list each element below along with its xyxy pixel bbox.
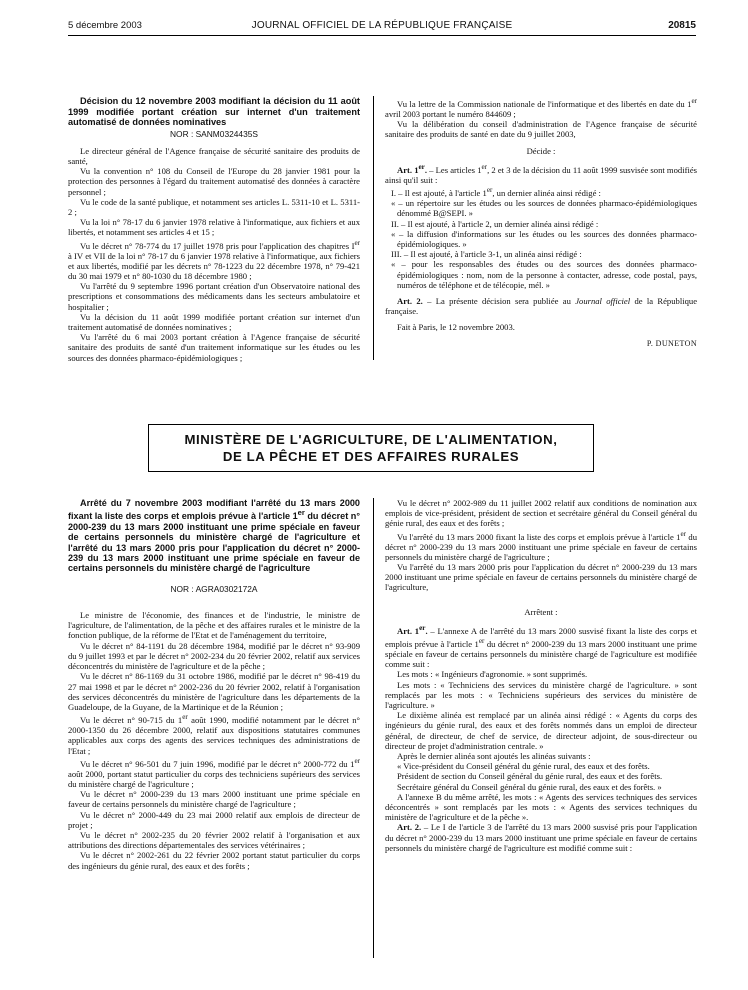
paragraph: Secrétaire général du Conseil général du génie rural, des eaux et des forêts. » [397,781,662,792]
paragraph: II. – Il est ajouté, à l'article 2, un dernier alinéa ainsi rédigé : [391,218,599,229]
paragraph: Vu le décret n° 2002-235 du 20 février 2002 relatif à l'organisation et aux attributions des directions départementales des services vétérinaires ; [68,830,360,851]
paragraph: « Vice-président du Conseil général du génie rural, des eaux et des forêts. [397,761,650,772]
header-page-number: 20815 [668,20,696,31]
paragraph: Art. 2. – Le I de l'article 3 de l'arrêté du 13 mars 2000 susvisé pris pour l'application du décret n° 2000-239 du 13 mars 2000 instituant une prime spéciale en faveur de certains personnels du ministère chargé de l'agriculture est modifié comme suit : [385,822,697,853]
paragraph: III. – Il est ajouté, à l'article 3-1, un alinéa ainsi rédigé : [391,249,582,260]
arrete-right-column [385,498,697,853]
paragraph: Vu le décret n° 2000-239 du 13 mars 2000 instituant une prime spéciale en faveur de certains personnels du ministère chargé de l'agriculture ; [68,789,360,810]
paragraph: Après le dernier alinéa sont ajoutés les alinéas suivants : [397,751,591,762]
paragraph: Vu l'arrêté du 6 mai 2003 portant création à l'Agence française de sécurité sanitaire des produits de santé d'un traitement informatique sur les études ou les sources des données pharmaco-épidémiologiques ; [68,332,360,363]
page-header [68,20,696,34]
decision-article-2: Art. 2. – La présente décision sera publiée au Journal officiel de la République française. [385,296,698,317]
paragraph: Vu la loi n° 78-17 du 6 janvier 1978 relative à l'informatique, aux fichiers et aux libertés, et notamment ses articles 4 et 15 ; [68,217,360,238]
arrete-right-paragraphs [385,498,697,593]
paragraph: Vu la décision du 11 août 1999 modifiée portant création sur internet d'un traitement automatisé de données nominatives ; [68,311,360,333]
paragraph: Président de section du Conseil général du génie rural, des eaux et des forêts. [397,771,663,782]
paragraph: Vu le décret n° 2002-989 du 11 juillet 2002 relatif aux conditions de nomination aux emplois de vice-président, président de section et secrétaire général du Conseil général du génie rural, des eaux et des forêts ; [385,498,697,529]
paragraph: Les mots : « Techniciens des services du ministère chargé de l'agriculture. » sont remplacés par les mots : « Techniciens supérieurs des services du ministère de l'agriculture. » [385,679,697,711]
header-date: 5 décembre 2003 [68,20,142,31]
paragraph: Vu l'arrêté du 13 mars 2000 pris pour l'application du décret n° 2000-239 du 13 mars 2000 instituant une prime spéciale en faveur de certains personnels du ministère chargé de l'agriculture, [385,562,697,593]
paragraph: « – la diffusion d'informations sur les études ou les sources des données pharmaco-épidémiologiques. » [391,228,697,250]
decision-decide: Décide : [526,145,556,156]
decision-left-column [68,96,360,363]
decision-items [385,185,697,290]
header-journal-title: JOURNAL OFFICIEL DE LA RÉPUBLIQUE FRANÇAISE [251,20,513,31]
decision-nor: NOR : SANM0324435S [170,128,258,139]
arrete-left-column [68,498,360,871]
paragraph: Vu le décret n° 86-1169 du 31 octobre 1986, modifié par le décret n° 98-419 du 27 mai 1998 et par le décret n° 2002-236 du 20 février 2002, relatif à l'organisation des services déconcentrés du ministère de l'agriculture dans les départements de la Guadeloupe, de la Guyane, de la Martinique et de la Réunion ; [68,671,360,712]
arrete-arretent: Arrêtent : [524,606,558,617]
decision-title: Décision du 12 novembre 2003 modifiant la décision du 11 août 1999 modifiée portant création sur internet d'un traitement automatisé de données nominatives [68,96,360,127]
ministry-line-2: DE LA PÊCHE ET DES AFFAIRES RURALES [222,449,520,464]
paragraph: Vu le décret n° 90-715 du 1er août 1990, modifié notamment par le décret n° 2000-1350 du 26 décembre 2000, relatif aux dispositions statutaires communes applicables aux corps des agents des services techniques des administrations de l'Etat ; [68,713,360,756]
ministry-line-1: MINISTÈRE DE L'AGRICULTURE, DE L'ALIMENTATION, [184,432,558,447]
decision-right-column [385,96,697,349]
paragraph: Vu le décret n° 78-774 du 17 juillet 1978 pris pour l'application des chapitres Ier à IV et VII de la loi n° 78-17 du 6 janvier 1978 relative à l'informatique, aux fichiers et aux libertés, modifié par les décrets n° 78-1223 du 22 décembre 1978, n° 79-421 du 30 mai 1979 et n° 80-1030 du 18 décembre 1980 ; [68,238,360,281]
decision-article-1: Art. 1er. – Les articles 1er, 2 et 3 de la décision du 11 août 1999 susvisée sont modifiés ainsi qu'il suit : [385,162,697,185]
paragraph: Les mots : « Ingénieurs d'agronomie. » sont supprimés. [397,669,588,680]
paragraph: Le directeur général de l'Agence française de sécurité sanitaire des produits de santé, [68,145,360,166]
paragraph: Vu la lettre de la Commission nationale de l'informatique et des libertés en date du 1er avril 2003 portant le numéro 844609 ; [385,97,697,120]
paragraph: Le dixième alinéa est remplacé par un alinéa ainsi rédigé : « Agents du corps des ingénieurs du génie rural, des eaux et des forêts nommés dans un emploi de directeur général, de directeur, de chef de service, de directeur adjoint, de sous-directeur ou directeur de projet d'administration centrale. » [385,710,697,751]
decision-left-paragraphs [68,146,360,363]
paragraph: Vu le décret n° 84-1191 du 28 décembre 1984, modifié par le décret n° 93-909 du 9 juillet 1993 et par le décret n° 2002-234 du 20 février 2002, relatif aux services déconcentrés du ministère de l'agriculture et de la pêche ; [68,640,360,672]
paragraph: Vu le code de la santé publique, et notamment ses articles L. 5311-10 et L. 5311-2 ; [68,196,360,217]
paragraph: Vu la délibération du conseil d'administration de l'Agence française de sécurité sanitaire des produits de santé en date du 9 juillet 2003, [385,119,697,140]
arrete-title: Arrêté du 7 novembre 2003 modifiant l'arrêté du 13 mars 2000 fixant la liste des corps et emplois prévue à l'article 1er du décret n° 2000-239 du 13 mars 2000 instituant une prime spéciale en faveur de certains personnels du ministère chargé de l'agriculture et l'arrêté du 13 mars 2000 pris pour l'application du décret n° 2000-239 du 13 mars 2000 instituant une prime spéciale en faveur de certains personnels du ministère chargé de l'agriculture [68,498,360,574]
paragraph: Vu le décret n° 2000-449 du 23 mai 2000 relatif aux emplois de directeur de projet ; [68,809,360,830]
arrete-left-paragraphs [68,610,360,871]
paragraph: Vu l'arrêté du 9 septembre 1996 portant création d'un Observatoire national des prescriptions et consommations des médicaments dans les secteurs ambulatoire et hospitalier ; [68,281,360,312]
paragraph: Vu l'arrêté du 13 mars 2000 fixant la liste des corps et emplois prévue à l'article 1er du décret n° 2000-239 du 13 mars 2000 instituant une prime spéciale en faveur de certains personnels du ministère chargé de l'agriculture ; [385,529,697,562]
ministry-banner [148,424,594,472]
paragraph: A l'annexe B du même arrêté, les mots : « Agents des services techniques des services déconcentrés » sont remplacés par les mots : « Agents des services techniques du ministère de l'agriculture et de la pêche ». [385,791,697,823]
arrete-body [385,623,697,853]
decision-signature: P. DUNETON [646,338,697,348]
paragraph: Art. 1er. – L'annexe A de l'arrêté du 13 mars 2000 susvisé fixant la liste des corps et emplois prévue à l'article 1er du décret n° 2000-239 du 13 mars 2000 instituant une prime spéciale en faveur de certains personnels du ministère chargé de l'agriculture est modifiée comme suit : [385,623,697,670]
arrete-nor: NOR : AGRA0302172A [170,583,258,594]
column-divider-bottom [373,498,374,958]
paragraph: I. – Il est ajouté, à l'article 1er, un dernier alinéa ainsi rédigé : [391,186,601,198]
paragraph: Vu le décret n° 2002-261 du 22 février 2002 portant statut particulier du corps des ingénieurs du génie rural, des eaux et des forêts ; [68,850,360,871]
column-divider-top [373,96,374,360]
paragraph: Vu le décret n° 96-501 du 7 juin 1996, modifié par le décret n° 2000-772 du 1er août 2000, portant statut particulier du corps des techniciens supérieurs des services du ministère chargé de l'agriculture ; [68,756,360,790]
paragraph: « – un répertoire sur les études ou les sources de données pharmaco-épidémiologiques dénommé B@SEPI. » [391,198,697,219]
decision-done: Fait à Paris, le 12 novembre 2003. [397,322,515,333]
paragraph: Vu la convention n° 108 du Conseil de l'Europe du 28 janvier 1981 pour la protection des personnes à l'égard du traitement automatisé des données à caractère personnel ; [68,166,360,197]
paragraph: Le ministre de l'économie, des finances et de l'industrie, le ministre de l'agriculture, de l'alimentation, de la pêche et des affaires rurales et le ministre de la fonction publique, de la réforme de l'Etat et de l'aménagement du territoire, [68,610,360,641]
decision-right-paragraphs [385,96,697,140]
header-rule [68,35,696,36]
paragraph: « – pour les responsables des études ou des sources des données pharmaco-épidémiologiques : nom, nom de la personne à contacter, adresse, code postal, pays, numéros de téléphone et de télécopie, mél. » [391,259,697,290]
